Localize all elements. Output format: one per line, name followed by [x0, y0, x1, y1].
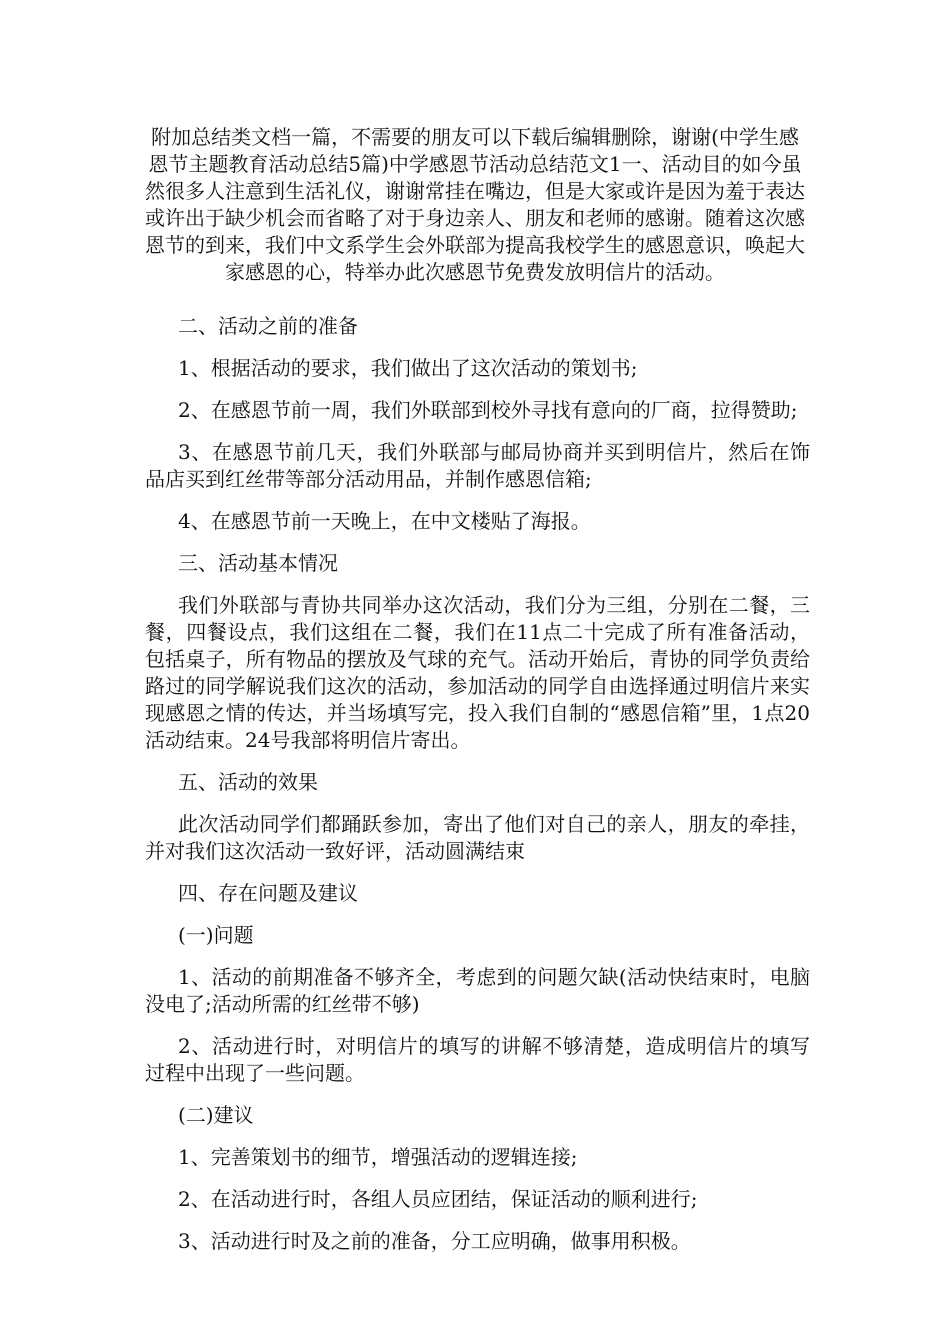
list-item: 3、在感恩节前几天，我们外联部与邮局协商并买到明信片，然后在饰品店买到红丝带等部分活动用品，并制作感恩信箱;	[145, 440, 810, 491]
subheading-suggestions: (二)建议	[178, 1103, 254, 1127]
list-item: 1、根据活动的要求，我们做出了这次活动的策划书;	[178, 356, 638, 380]
list-item: 2、活动进行时，对明信片的填写的讲解不够清楚，造成明信片的填写过程中出现了一些问题。	[145, 1034, 810, 1085]
body-paragraph: 我们外联部与青协共同举办这次活动，我们分为三组，分别在二餐，三餐，四餐设点，我们这组在二餐，我们在11点二十完成了所有准备活动，包括桌子，所有物品的摆放及气球的充气。活动开始后，青协的同学负责给路过的同学解说我们这次的活动，参加活动的同学自由选择通过明信片来实现感恩之情的传达，并当场填写完，投入我们自制的“感恩信箱”里，1点20活动结束。24号我部将明信片寄出。	[145, 593, 810, 752]
body-paragraph: 此次活动同学们都踊跃参加，寄出了他们对自己的亲人，朋友的牵挂，并对我们这次活动一致好评，活动圆满结束	[145, 812, 810, 863]
list-item: 2、在活动进行时，各组人员应团结，保证活动的顺利进行;	[178, 1187, 698, 1211]
list-item: 4、在感恩节前一天晚上，在中文楼贴了海报。	[178, 509, 591, 533]
list-item: 1、完善策划书的细节，增强活动的逻辑连接;	[178, 1145, 578, 1169]
section-heading-basic-situation: 三、活动基本情况	[178, 551, 338, 575]
section-heading-problems: 四、存在问题及建议	[178, 881, 358, 905]
document-body	[145, 313, 810, 1270]
list-item: 3、活动进行时及之前的准备，分工应明确，做事用积极。	[178, 1229, 691, 1253]
section-heading-effect: 五、活动的效果	[178, 770, 318, 794]
section-heading-preparation: 二、活动之前的准备	[178, 314, 358, 338]
list-item: 2、在感恩节前一周，我们外联部到校外寻找有意向的厂商，拉得赞助;	[178, 398, 798, 422]
subheading-problems: (一)问题	[178, 923, 254, 947]
intro-paragraph: 附加总结类文档一篇，不需要的朋友可以下载后编辑删除，谢谢(中学生感恩节主题教育活动总结5篇)中学感恩节活动总结范文1一、活动目的如今虽然很多人注意到生活礼仪，谢谢常挂在嘴边，但是大家或许是因为羞于表达或许出于缺少机会而省略了对于身边亲人、朋友和老师的感谢。随着这次感恩节的到来，我们中文系学生会外联部为提高我校学生的感恩意识，唤起大家感恩的心，特举办此次感恩节免费发放明信片的活动。	[145, 125, 805, 284]
list-item: 1、活动的前期准备不够齐全，考虑到的问题欠缺(活动快结束时，电脑没电了;活动所需的红丝带不够)	[145, 965, 810, 1016]
